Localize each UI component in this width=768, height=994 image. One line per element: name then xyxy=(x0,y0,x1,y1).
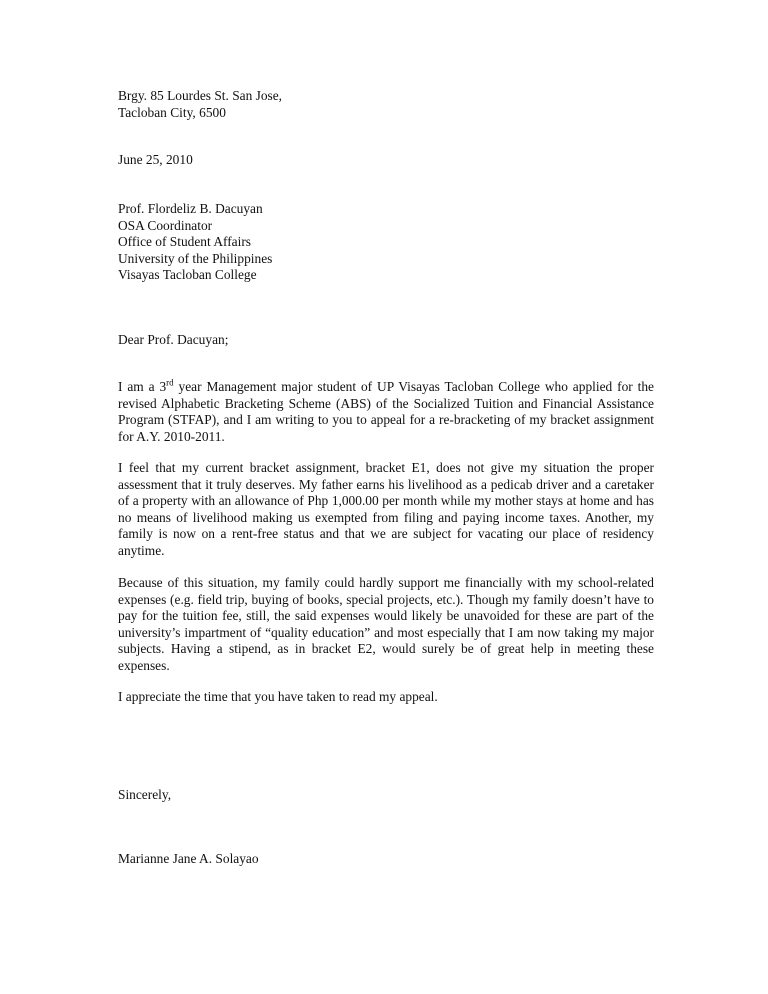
paragraph-4: I appreciate the time that you have taken to read my appeal. xyxy=(118,689,438,704)
recipient-college: Visayas Tacloban College xyxy=(118,267,257,282)
sender-address-line2: Tacloban City, 6500 xyxy=(118,104,226,120)
ordinal-superscript: rd xyxy=(166,377,174,388)
salutation-text: Dear Prof. Dacuyan; xyxy=(118,332,229,347)
paragraph-2: I feel that my current bracket assignment, bracket E1, does not give my situation the proper assessment that it truly deserves. My father earns his livelihood as a pedicab driver and a caretaker of a property with an allowance of Php 1,000.00 per month while my mother stays at home and has no means of livelihood making us exempted from filing and paying income taxes. Another, my family is now on a rent-free status and that we are subject for vacating our place of residency anytime. xyxy=(118,460,654,558)
date-text: June 25, 2010 xyxy=(118,152,193,167)
recipient-name: Prof. Flordeliz B. Dacuyan xyxy=(118,201,263,216)
closing xyxy=(118,787,654,804)
letter-date xyxy=(118,152,654,169)
closing-text: Sincerely, xyxy=(118,787,172,802)
body-paragraph-1 xyxy=(118,379,654,445)
paragraph-1 xyxy=(118,379,654,445)
body-paragraph-4 xyxy=(118,689,654,706)
body-paragraph-2 xyxy=(118,460,654,559)
recipient-title: OSA Coordinator xyxy=(118,217,213,233)
paragraph-1-start: I am a 3 xyxy=(118,379,167,394)
sender-address xyxy=(118,88,654,121)
signature xyxy=(118,851,654,868)
sender-address-line1: Brgy. 85 Lourdes St. San Jose, xyxy=(118,88,283,103)
recipient-office: Office of Student Affairs xyxy=(118,234,252,249)
salutation xyxy=(118,332,654,349)
recipient-university: University of the Philippines xyxy=(118,250,273,266)
recipient-block xyxy=(118,201,654,284)
signature-name: Marianne Jane A. Solayao xyxy=(118,851,259,866)
paragraph-1-rest: year Management major student of UP Visayas Tacloban College who applied for the revised Alphabetic Bracketing Scheme (ABS) of the Socialized Tuition and Financial Assistance Program (STFAP), and I am writing to you to appeal for a re-bracketing of my bracket assignment for A.Y. 2010-2011. xyxy=(118,379,654,444)
body-paragraph-3 xyxy=(118,575,654,674)
paragraph-3: Because of this situation, my family could hardly support me financially with my school-related expenses (e.g. field trip, buying of books, special projects, etc.). Though my family doesn’t have to pay for the tuition fee, still, the said expenses would likely be unavoided for these are part of the university’s impartment of “quality education” and most especially that I am now taking my major subjects. Having a stipend, as in bracket E2, would surely be of great help in meeting these expenses. xyxy=(118,575,654,673)
